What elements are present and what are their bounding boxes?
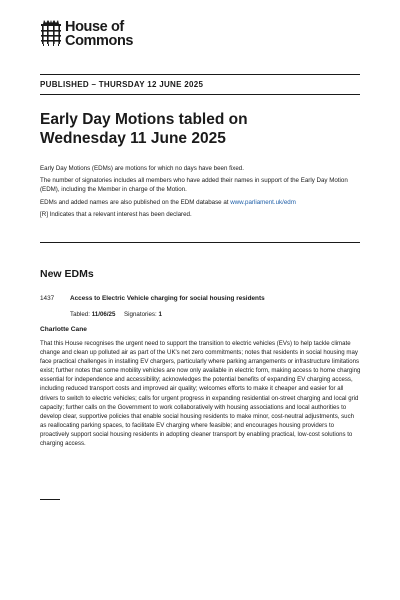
edm-database-link[interactable]: www.parliament.uk/edm xyxy=(230,198,296,206)
signatories-label: Signatories: xyxy=(124,311,157,318)
signatories-value: 1 xyxy=(158,311,162,318)
edm-title: Access to Electric Vehicle charging for social housing residents xyxy=(70,295,265,302)
tabled-value: 11/06/25 xyxy=(91,311,116,318)
intro-text xyxy=(40,164,360,222)
tabled-label: Tabled: xyxy=(70,311,90,318)
section-title: New EDMs xyxy=(40,268,94,280)
published-date: PUBLISHED – THURSDAY 12 JUNE 2025 xyxy=(40,80,204,89)
portcullis-icon xyxy=(40,20,62,46)
intro-paragraph-4: [R] Indicates that a relevant interest has been declared. xyxy=(40,210,192,218)
intro-paragraph-2: The number of signatories includes all members who have added their names in support of the Early Day Motion (EDM), including the Member in charge of the Motion. xyxy=(40,177,348,194)
logo-line-1: House of xyxy=(65,19,124,35)
page-title xyxy=(40,110,360,148)
intro-paragraph-1: Early Day Motions (EDMs) are motions for which no days have been fixed. xyxy=(40,165,244,172)
published-rule xyxy=(40,94,360,95)
house-of-commons-logo xyxy=(40,20,133,48)
title-line-1: Early Day Motions tabled on xyxy=(40,111,248,128)
member-name: Charlotte Cane xyxy=(40,326,87,333)
end-marker xyxy=(40,499,60,500)
edm-meta xyxy=(70,311,162,318)
logo-line-2: Commons xyxy=(65,33,134,49)
edm-text: That this House recognises the urgent need to support the transition to electric vehicles (EVs) to help tackle climate change and clean up polluted air as part of the UK's net zero commitments; notes that residents in social housing may face practical challenges in installing EV chargers, particularly where parking arrangements or infrastructure limitations exist; further notes that some mobility vehicles are now only available in electric form, making access to home charging essential for independence and accessibility; acknowledges the potential benefits of expanding EV charging access, including reduced transport costs and improved air quality; welcomes efforts to make it cheaper and easier for all drivers to switch to electric vehicles; calls for urgent progress in expanding residential on-street charging and local grid capacity; further calls on the Government to work collaboratively with housing associations and local authorities to develop clear, supportive policies that enable social housing residents to make minor, cost-neutral adjustments, such as reallocating parking spaces, to facilitate EV charging where feasible; and encourages housing providers to proactively support social housing residents in adopting cleaner transport by enabling practical, low-cost solutions to charging access. xyxy=(40,340,361,448)
intro-paragraph-3 xyxy=(40,198,360,207)
top-rule xyxy=(40,74,360,75)
intro-rule xyxy=(40,242,360,243)
title-line-2: Wednesday 11 June 2025 xyxy=(40,130,226,147)
intro-paragraph-3-text: EDMs and added names are also published on the EDM database at xyxy=(40,198,231,206)
edm-number: 1437 xyxy=(40,295,55,302)
edm-heading xyxy=(40,295,265,302)
